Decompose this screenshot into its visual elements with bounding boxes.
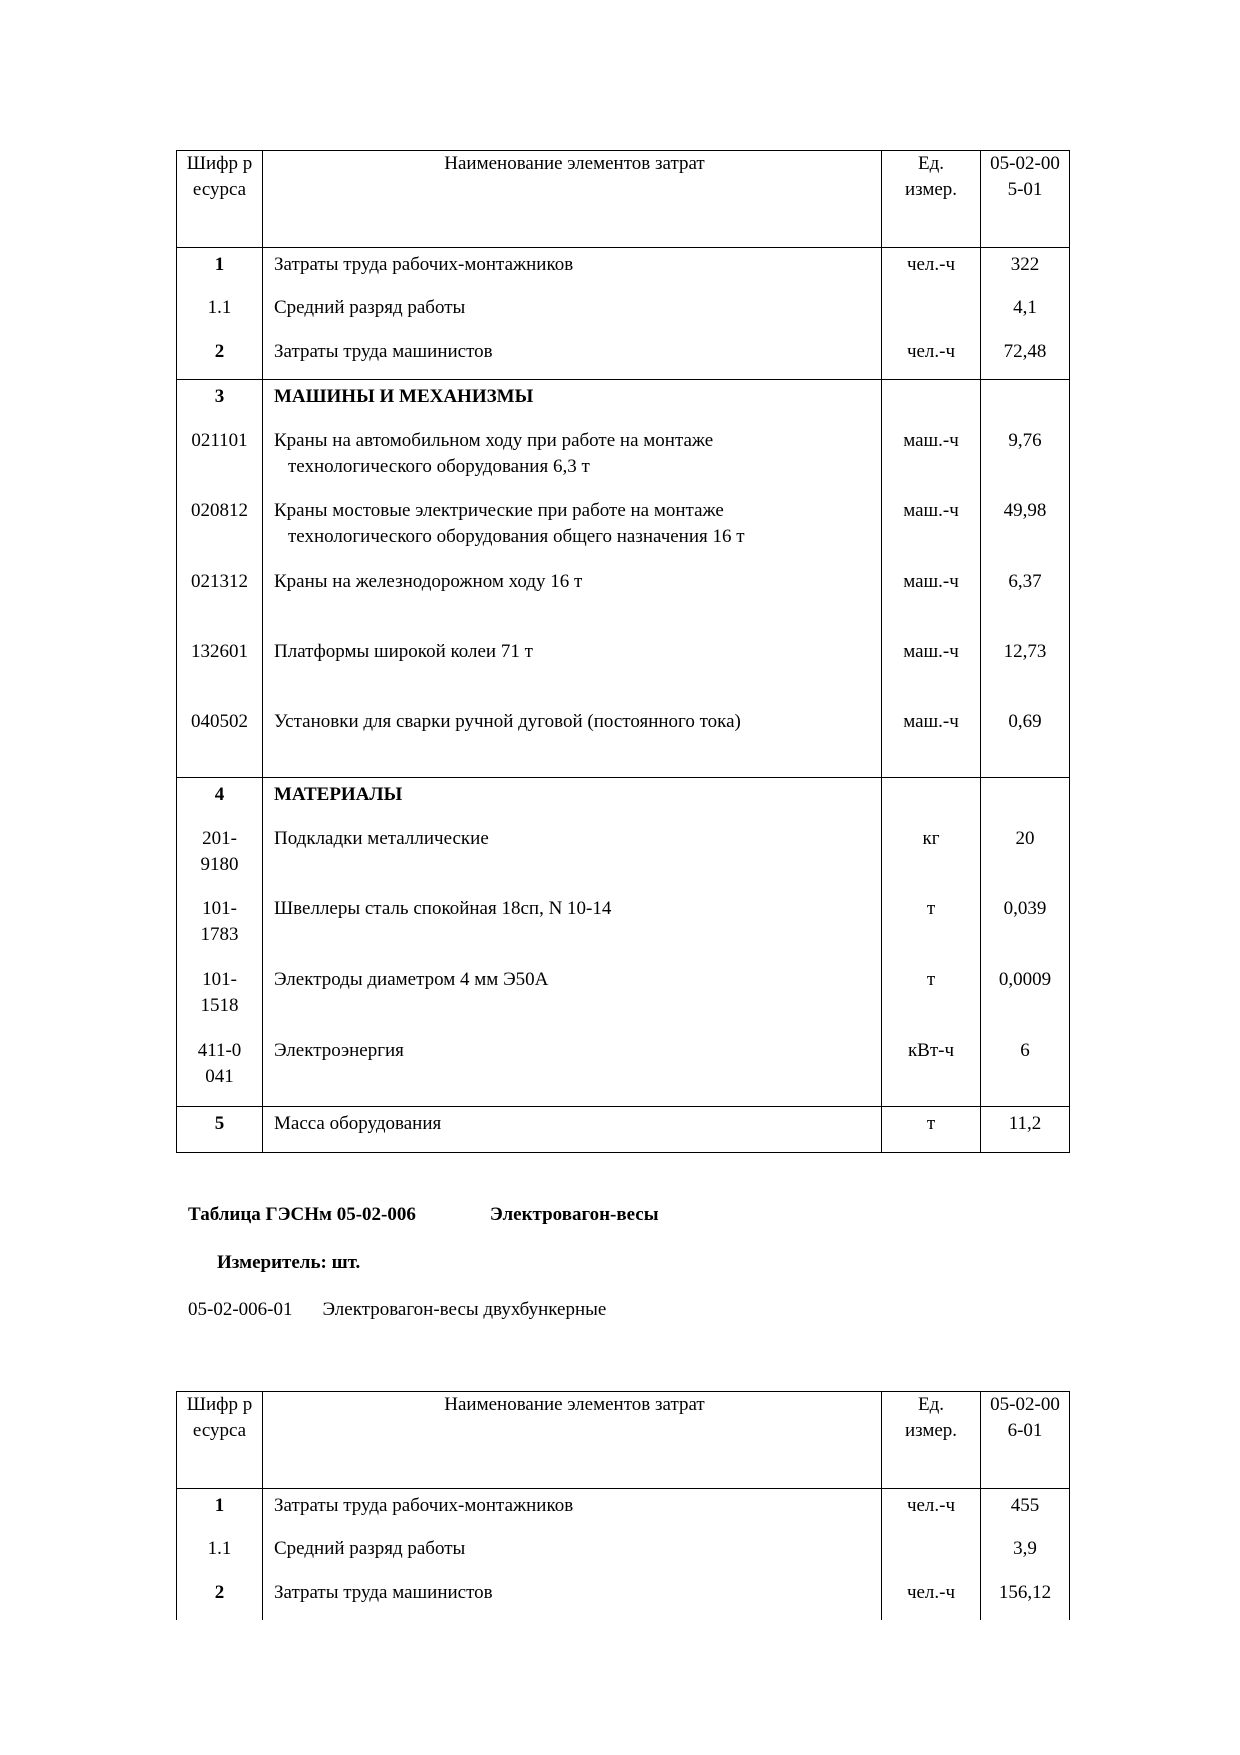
row-unit: маш.-ч <box>903 711 959 732</box>
table-row <box>177 1532 1070 1576</box>
row-name-cell <box>263 1576 882 1620</box>
header-code: Шифр ресурса <box>186 153 253 200</box>
row-name: МАТЕРИАЛЫ <box>274 784 403 805</box>
row-name: Установки для сварки ручной дуговой (постоянного тока) <box>274 711 741 732</box>
row-code: 020812 <box>191 500 248 521</box>
row-name: Швеллеры сталь спокойная 18сп, N 10-14 <box>274 898 612 919</box>
row-value: 3,9 <box>1013 1538 1037 1559</box>
item-name: Электровагон-весы двухбункерные <box>322 1299 607 1320</box>
row-name: Затраты труда рабочих-монтажников <box>274 254 574 275</box>
header-value-cell <box>981 1392 1070 1489</box>
header-code: Шифр ресурса <box>186 1394 253 1441</box>
meter-caption: Измеритель: шт. <box>217 1252 361 1273</box>
row-code: 4 <box>214 784 225 805</box>
row-unit: кг <box>922 828 940 849</box>
row-value: 455 <box>1010 1495 1040 1516</box>
row-name: Краны мостовые электрические при работе на монтаже <box>274 500 724 521</box>
row-value: 72,48 <box>1003 341 1047 362</box>
row-code: 101-1518 <box>200 969 239 1016</box>
row-name: Затраты труда машинистов <box>274 341 493 362</box>
row-unit: чел.-ч <box>906 1582 956 1603</box>
row-name: Подкладки металлические <box>274 828 489 849</box>
row-name: Масса оборудования <box>274 1113 442 1134</box>
row-value: 6,37 <box>1008 571 1042 592</box>
row-unit: маш.-ч <box>903 571 959 592</box>
row-code: 021101 <box>191 430 248 451</box>
row-code-cell <box>177 1532 263 1576</box>
table-row <box>177 1489 1070 1533</box>
row-value: 49,98 <box>1003 500 1047 521</box>
row-value: 0,039 <box>1003 898 1047 919</box>
row-code: 021312 <box>191 571 248 592</box>
row-code-cell <box>177 1489 263 1533</box>
row-unit: чел.-ч <box>906 341 956 362</box>
header-unit: Ед. измер. <box>904 1394 958 1441</box>
row-unit: чел.-ч <box>906 254 956 275</box>
row-value: 20 <box>1015 828 1035 849</box>
row-value: 9,76 <box>1008 430 1042 451</box>
row-unit-cell <box>882 1489 981 1533</box>
row-code: 132601 <box>191 641 248 662</box>
row-name: Затраты труда машинистов <box>274 1582 493 1603</box>
row-name: МАШИНЫ И МЕХАНИЗМЫ <box>274 386 534 407</box>
table-title: Электровагон-весы <box>489 1204 659 1225</box>
row-name-continued: технологического оборудования общего назначения 16 т <box>288 526 745 547</box>
row-code: 040502 <box>191 711 248 732</box>
table-header-row <box>177 1392 1070 1489</box>
row-value: 12,73 <box>1003 641 1047 662</box>
row-unit-cell <box>882 1532 981 1576</box>
row-name-cell <box>263 1489 882 1533</box>
row-unit: чел.-ч <box>906 1495 956 1516</box>
row-value: 6 <box>1020 1040 1030 1061</box>
row-value: 156,12 <box>998 1582 1052 1603</box>
row-unit: маш.-ч <box>903 641 959 662</box>
row-name: Платформы широкой колеи 71 т <box>274 641 533 662</box>
row-code: 3 <box>214 386 225 407</box>
resource-table-05-02-006 <box>176 1391 1070 1620</box>
row-value: 322 <box>1010 254 1040 275</box>
row-code: 2 <box>214 1582 225 1603</box>
header-name: Наименование элементов затрат <box>444 1394 705 1415</box>
row-code: 1 <box>214 254 225 275</box>
row-value: 11,2 <box>1008 1113 1042 1134</box>
row-value: 4,1 <box>1013 297 1037 318</box>
row-unit: т <box>926 898 936 919</box>
table-label: Таблица ГЭСНм 05-02-006 <box>188 1204 416 1225</box>
row-unit: маш.-ч <box>903 430 959 451</box>
row-value-cell <box>981 1532 1070 1576</box>
header-value: 05-02-006-01 <box>990 1394 1060 1441</box>
row-name: Затраты труда рабочих-монтажников <box>274 1495 574 1516</box>
row-code-cell <box>177 1576 263 1620</box>
item-code: 05-02-006-01 <box>188 1299 293 1320</box>
header-unit-cell <box>882 1392 981 1489</box>
row-unit-cell <box>882 1576 981 1620</box>
row-name: Средний разряд работы <box>274 1538 466 1559</box>
row-unit: т <box>926 1113 936 1134</box>
header-name-cell <box>263 1392 882 1489</box>
header-value: 05-02-005-01 <box>990 153 1060 200</box>
row-value: 0,0009 <box>998 969 1052 990</box>
row-code: 2 <box>214 341 225 362</box>
row-unit: т <box>926 969 936 990</box>
row-code: 5 <box>214 1113 225 1134</box>
row-unit: маш.-ч <box>903 500 959 521</box>
row-code: 411-0041 <box>197 1040 242 1087</box>
row-name-cell <box>263 1532 882 1576</box>
row-code: 1 <box>214 1495 225 1516</box>
row-name: Краны на автомобильном ходу при работе на монтаже <box>274 430 714 451</box>
row-code: 1.1 <box>207 297 232 318</box>
row-code: 101-1783 <box>200 898 239 945</box>
row-value-cell <box>981 1489 1070 1533</box>
header-name: Наименование элементов затрат <box>444 153 705 174</box>
row-unit: кВт-ч <box>907 1040 955 1061</box>
row-name: Электроды диаметром 4 мм Э50А <box>274 969 549 990</box>
row-value: 0,69 <box>1008 711 1042 732</box>
table-row <box>177 1576 1070 1620</box>
row-name: Средний разряд работы <box>274 297 466 318</box>
row-code: 201-9180 <box>200 828 239 875</box>
row-name: Краны на железнодорожном ходу 16 т <box>274 571 583 592</box>
header-code-cell <box>177 1392 263 1489</box>
row-name: Электроэнергия <box>274 1040 404 1061</box>
header-unit: Ед. измер. <box>904 153 958 200</box>
row-name-continued: технологического оборудования 6,3 т <box>288 456 590 477</box>
row-code: 1.1 <box>207 1538 232 1559</box>
row-value-cell <box>981 1576 1070 1620</box>
